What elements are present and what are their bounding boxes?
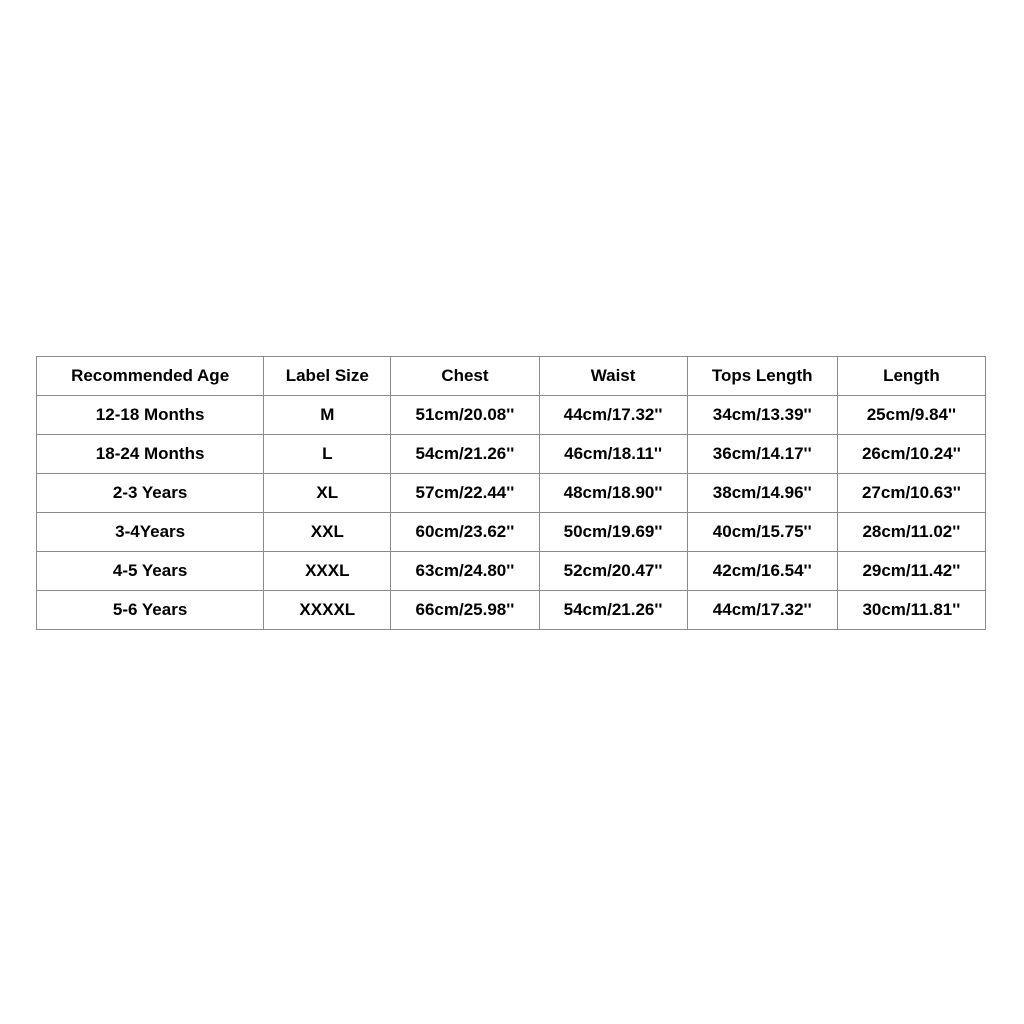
cell-chest: 63cm/24.80'': [391, 552, 539, 591]
cell-waist: 46cm/18.11'': [539, 435, 687, 474]
cell-chest: 57cm/22.44'': [391, 474, 539, 513]
header-chest: Chest: [391, 357, 539, 396]
cell-waist: 54cm/21.26'': [539, 591, 687, 630]
cell-waist: 52cm/20.47'': [539, 552, 687, 591]
cell-length: 26cm/10.24'': [837, 435, 985, 474]
cell-chest: 60cm/23.62'': [391, 513, 539, 552]
cell-chest: 54cm/21.26'': [391, 435, 539, 474]
cell-waist: 48cm/18.90'': [539, 474, 687, 513]
cell-label-size: XL: [264, 474, 391, 513]
header-tops-length: Tops Length: [687, 357, 837, 396]
cell-age: 4-5 Years: [37, 552, 264, 591]
cell-tops-length: 42cm/16.54'': [687, 552, 837, 591]
cell-age: 5-6 Years: [37, 591, 264, 630]
table-row: [37, 591, 986, 630]
cell-length: 28cm/11.02'': [837, 513, 985, 552]
cell-tops-length: 36cm/14.17'': [687, 435, 837, 474]
cell-length: 29cm/11.42'': [837, 552, 985, 591]
cell-waist: 50cm/19.69'': [539, 513, 687, 552]
header-length: Length: [837, 357, 985, 396]
cell-length: 27cm/10.63'': [837, 474, 985, 513]
cell-age: 18-24 Months: [37, 435, 264, 474]
cell-tops-length: 44cm/17.32'': [687, 591, 837, 630]
cell-waist: 44cm/17.32'': [539, 396, 687, 435]
cell-tops-length: 40cm/15.75'': [687, 513, 837, 552]
cell-label-size: M: [264, 396, 391, 435]
cell-chest: 66cm/25.98'': [391, 591, 539, 630]
cell-tops-length: 34cm/13.39'': [687, 396, 837, 435]
cell-age: 2-3 Years: [37, 474, 264, 513]
table-row: [37, 435, 986, 474]
size-chart-table: [36, 356, 986, 630]
cell-age: 12-18 Months: [37, 396, 264, 435]
table-row: [37, 396, 986, 435]
cell-chest: 51cm/20.08'': [391, 396, 539, 435]
cell-label-size: L: [264, 435, 391, 474]
table-row: [37, 513, 986, 552]
header-recommended-age: Recommended Age: [37, 357, 264, 396]
header-waist: Waist: [539, 357, 687, 396]
cell-length: 30cm/11.81'': [837, 591, 985, 630]
table-header-row: [37, 357, 986, 396]
header-label-size: Label Size: [264, 357, 391, 396]
cell-label-size: XXL: [264, 513, 391, 552]
cell-age: 3-4Years: [37, 513, 264, 552]
cell-label-size: XXXXL: [264, 591, 391, 630]
cell-tops-length: 38cm/14.96'': [687, 474, 837, 513]
cell-label-size: XXXL: [264, 552, 391, 591]
table-row: [37, 474, 986, 513]
cell-length: 25cm/9.84'': [837, 396, 985, 435]
table-row: [37, 552, 986, 591]
